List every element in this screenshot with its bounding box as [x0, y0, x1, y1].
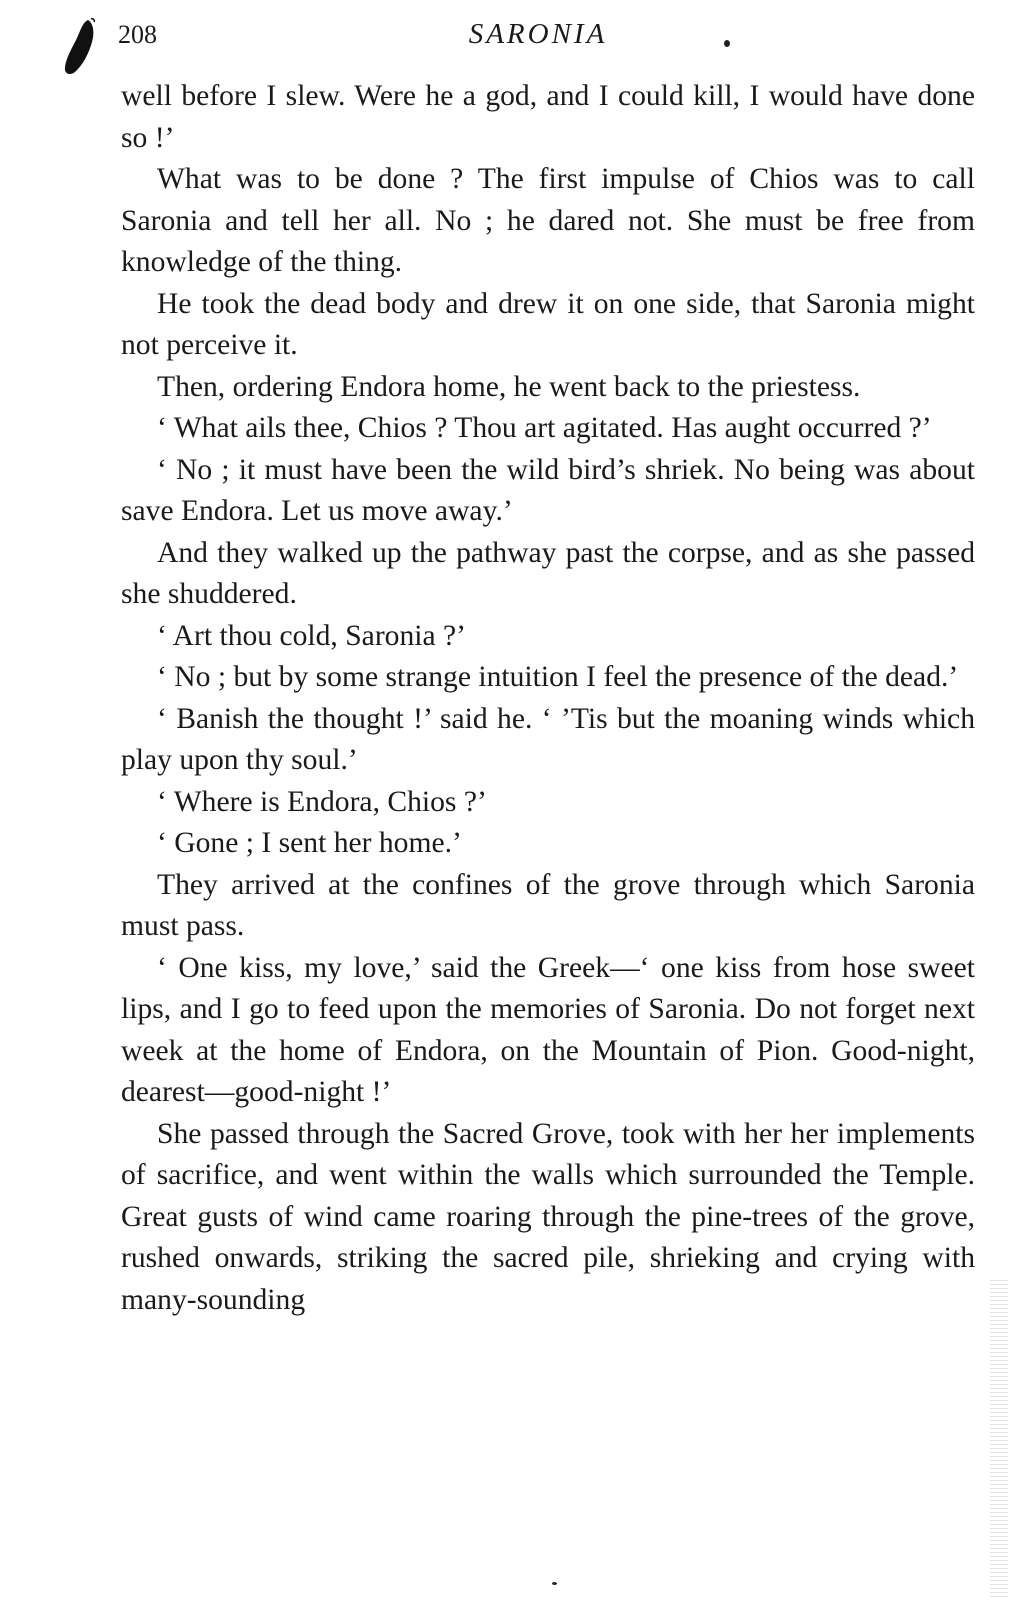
paragraph: ‘ One kiss, my love,’ said the Greek—‘ one kiss from hose sweet lips, and I go to feed upon the memories of Saronia. Do not forget next week at the home of Endora, on the Mountain of Pion. Good-night, dearest—good-night !’: [121, 951, 975, 1108]
ink-speck: [552, 1582, 557, 1585]
paragraph: ‘ What ails thee, Chios ? Thou art agitated. Has aught occurred ?’: [157, 412, 932, 444]
paragraph: ‘ Banish the thought !’ said he. ‘ ’Tis but the moaning winds which play upon thy soul.’: [121, 702, 975, 776]
paragraph: What was to be done ? The first impulse of Chios was to call Saronia and tell her all. No ; he dared not. She must be free from knowledge of the thing.: [121, 163, 975, 278]
paragraph: ‘ Gone ; I sent her home.’: [157, 827, 462, 859]
paragraph: ‘ Where is Endora, Chios ?’: [157, 785, 487, 818]
paragraph: She passed through the Sacred Grove, took with her her implements of sacrifice, and went within the walls which surrounded the Temple. Great gusts of wind came roaring through the pine-trees of the grove, rushed onwards, striking the sacred pile, shrieking and crying with many-sounding: [121, 1117, 975, 1316]
body-text: [121, 76, 975, 1321]
paragraph: Then, ordering Endora home, he went back to the priestess.: [157, 370, 861, 403]
running-head: SARONIA: [468, 18, 608, 50]
ink-blot-mark: [62, 18, 96, 76]
page-number: 208: [118, 20, 157, 49]
paragraph: And they walked up the pathway past the corpse, and as she passed she shuddered.: [121, 536, 975, 610]
page-header: [118, 14, 958, 58]
paragraph: They arrived at the confines of the grove through which Saronia must pass.: [121, 868, 975, 942]
ink-speck: [724, 40, 730, 47]
paragraph: ‘ No ; but by some strange intuition I feel the presence of the dead.’: [157, 661, 959, 693]
scan-edge-noise: [990, 1280, 1008, 1600]
paragraph: ‘ No ; it must have been the wild bird’s shriek. No being was about save Endora. Let us move away.’: [121, 453, 975, 527]
paragraph: well before I slew. Were he a god, and I could kill, I would have done so !’: [121, 80, 975, 154]
paragraph: ‘ Art thou cold, Saronia ?’: [157, 619, 467, 652]
paragraph: He took the dead body and drew it on one side, that Saronia might not perceive it.: [121, 287, 975, 361]
